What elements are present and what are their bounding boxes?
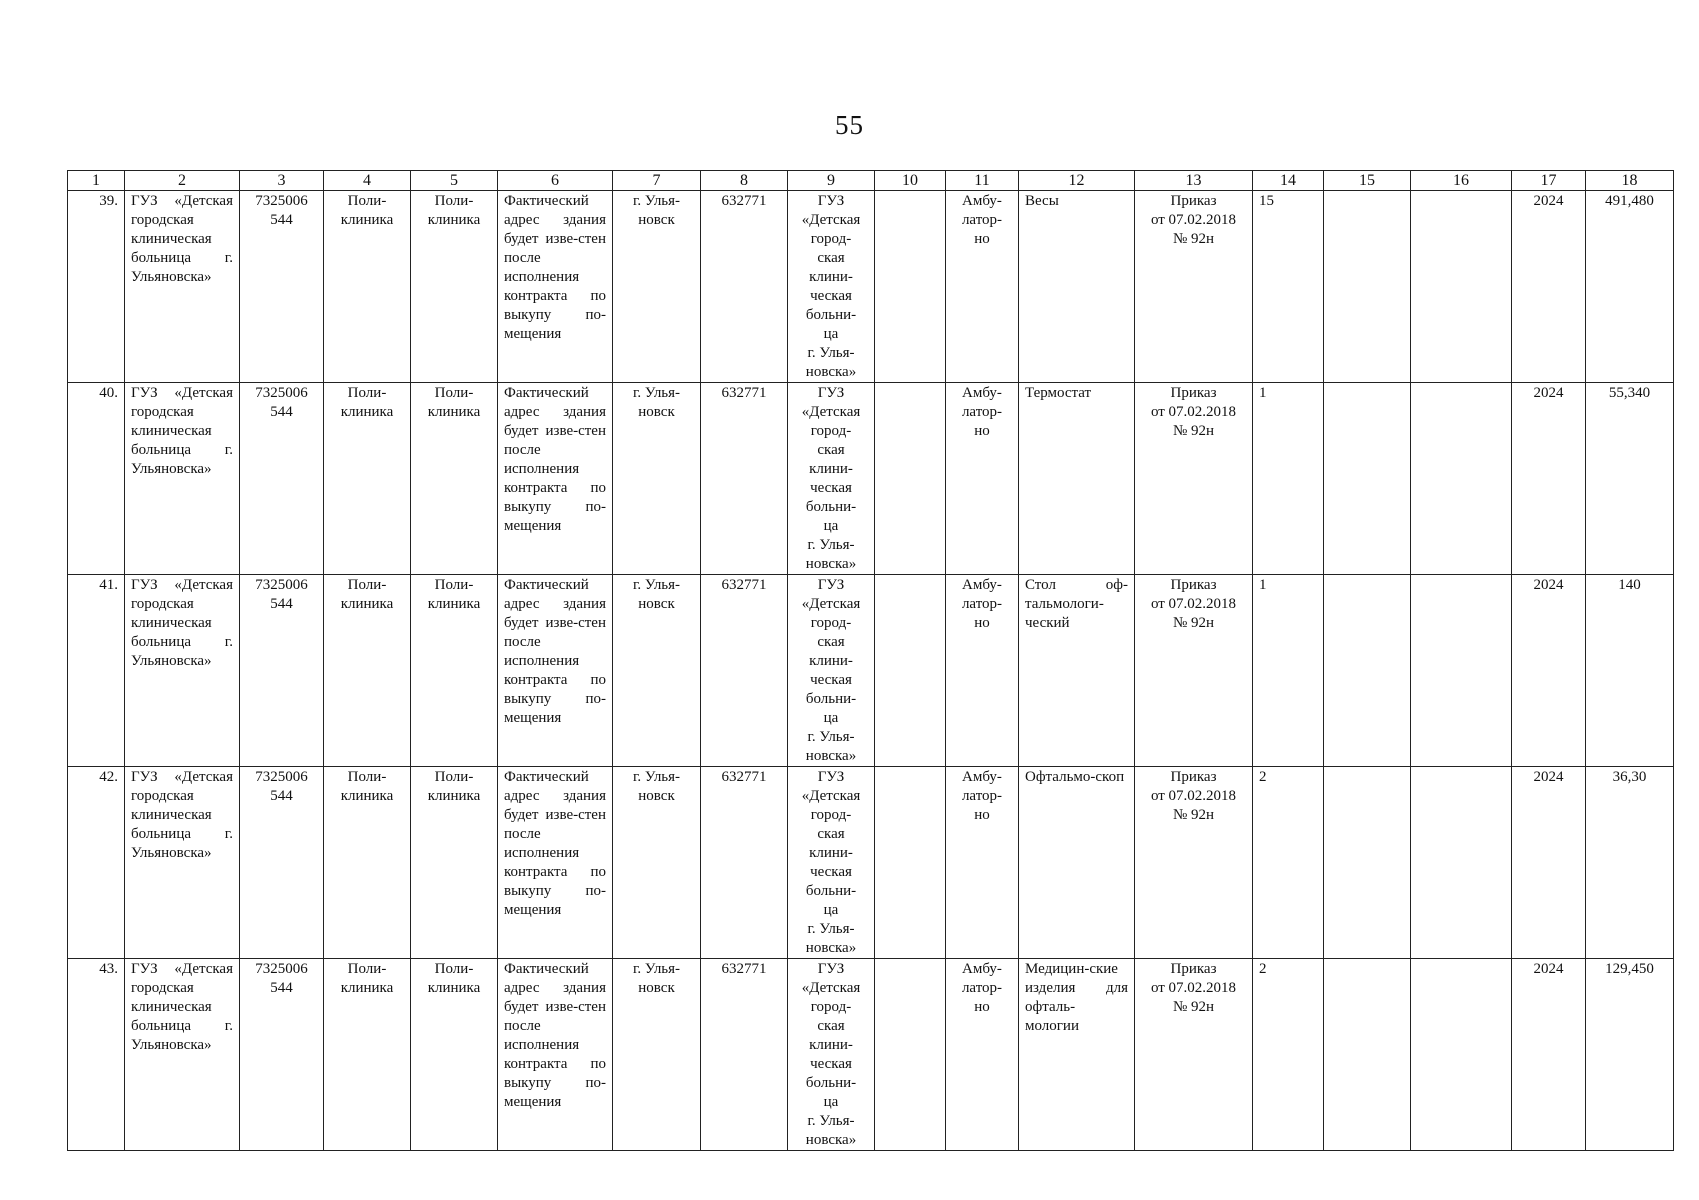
quantity-cell: 2 bbox=[1253, 767, 1324, 959]
page-number: 55 bbox=[835, 110, 864, 140]
order-reference-cell: Приказ от 07.02.2018 № 92н bbox=[1135, 383, 1253, 575]
column-number-cell: 1 bbox=[68, 171, 125, 191]
inn-cell: 7325006 544 bbox=[240, 383, 324, 575]
column-number-cell: 18 bbox=[1586, 171, 1674, 191]
care-type-cell: Амбу- латор- но bbox=[946, 383, 1019, 575]
table-row bbox=[68, 575, 1674, 767]
column-number-cell: 14 bbox=[1253, 171, 1324, 191]
address-cell: Фактический адрес здания будет изве-стен после исполнения контракта по выкупу по-мещения bbox=[498, 959, 613, 1151]
column-number-cell: 13 bbox=[1135, 171, 1253, 191]
address-cell: Фактический адрес здания будет изве-стен после исполнения контракта по выкупу по-мещения bbox=[498, 767, 613, 959]
organization-cell: ГУЗ «Детская городская клиническая больница г. Ульяновска» bbox=[125, 767, 240, 959]
care-type-cell: Амбу- латор- но bbox=[946, 767, 1019, 959]
column-number-cell: 2 bbox=[125, 171, 240, 191]
year-cell: 2024 bbox=[1512, 575, 1586, 767]
equipment-name-cell: Медицин-ские изделия для офталь-мологии bbox=[1019, 959, 1135, 1151]
column-number-cell: 11 bbox=[946, 171, 1019, 191]
amount-cell: 55,340 bbox=[1586, 383, 1674, 575]
organization-cell: ГУЗ «Детская городская клиническая больница г. Ульяновска» bbox=[125, 959, 240, 1151]
column-number-cell: 12 bbox=[1019, 171, 1135, 191]
column-number-cell: 8 bbox=[701, 171, 788, 191]
empty-cell-15 bbox=[1324, 191, 1411, 383]
equipment-name-cell: Весы bbox=[1019, 191, 1135, 383]
empty-cell-16 bbox=[1411, 959, 1512, 1151]
empty-cell-16 bbox=[1411, 575, 1512, 767]
equipment-name-cell: Стол оф-тальмологи-ческий bbox=[1019, 575, 1135, 767]
city-cell: г. Улья- новск bbox=[613, 767, 701, 959]
amount-cell: 140 bbox=[1586, 575, 1674, 767]
empty-cell-16 bbox=[1411, 191, 1512, 383]
facility-type-cell: Поли- клиника bbox=[324, 191, 411, 383]
order-reference-cell: Приказ от 07.02.2018 № 92н bbox=[1135, 959, 1253, 1151]
facility-type-cell: Поли- клиника bbox=[324, 767, 411, 959]
amount-cell: 129,450 bbox=[1586, 959, 1674, 1151]
empty-cell-16 bbox=[1411, 383, 1512, 575]
empty-cell-15 bbox=[1324, 767, 1411, 959]
address-cell: Фактический адрес здания будет изве-стен после исполнения контракта по выкупу по-мещения bbox=[498, 383, 613, 575]
row-number-cell: 41. bbox=[68, 575, 125, 767]
care-type-cell: Амбу- латор- но bbox=[946, 959, 1019, 1151]
column-number-cell: 7 bbox=[613, 171, 701, 191]
row-number-cell: 42. bbox=[68, 767, 125, 959]
facility-subtype-cell: Поли- клиника bbox=[411, 575, 498, 767]
code-cell: 632771 bbox=[701, 959, 788, 1151]
holder-cell: ГУЗ «Детская город- ская клини- ческая больни- ца г. Улья- новска» bbox=[788, 191, 875, 383]
organization-cell: ГУЗ «Детская городская клиническая больница г. Ульяновска» bbox=[125, 383, 240, 575]
empty-cell-10 bbox=[875, 959, 946, 1151]
column-number-cell: 15 bbox=[1324, 171, 1411, 191]
quantity-cell: 2 bbox=[1253, 959, 1324, 1151]
facility-type-cell: Поли- клиника bbox=[324, 383, 411, 575]
equipment-name-cell: Офтальмо-скоп bbox=[1019, 767, 1135, 959]
code-cell: 632771 bbox=[701, 383, 788, 575]
column-number-cell: 5 bbox=[411, 171, 498, 191]
facility-subtype-cell: Поли- клиника bbox=[411, 383, 498, 575]
inn-cell: 7325006 544 bbox=[240, 191, 324, 383]
row-number-cell: 40. bbox=[68, 383, 125, 575]
table-row bbox=[68, 191, 1674, 383]
city-cell: г. Улья- новск bbox=[613, 191, 701, 383]
inn-cell: 7325006 544 bbox=[240, 767, 324, 959]
equipment-name-cell: Термостат bbox=[1019, 383, 1135, 575]
column-number-cell: 10 bbox=[875, 171, 946, 191]
column-number-cell: 9 bbox=[788, 171, 875, 191]
care-type-cell: Амбу- латор- но bbox=[946, 191, 1019, 383]
city-cell: г. Улья- новск bbox=[613, 575, 701, 767]
holder-cell: ГУЗ «Детская город- ская клини- ческая больни- ца г. Улья- новска» bbox=[788, 575, 875, 767]
empty-cell-10 bbox=[875, 575, 946, 767]
empty-cell-15 bbox=[1324, 959, 1411, 1151]
year-cell: 2024 bbox=[1512, 767, 1586, 959]
empty-cell-10 bbox=[875, 191, 946, 383]
column-number-cell: 6 bbox=[498, 171, 613, 191]
city-cell: г. Улья- новск bbox=[613, 959, 701, 1151]
table-row bbox=[68, 767, 1674, 959]
table-row bbox=[68, 959, 1674, 1151]
code-cell: 632771 bbox=[701, 191, 788, 383]
row-number-cell: 43. bbox=[68, 959, 125, 1151]
empty-cell-15 bbox=[1324, 575, 1411, 767]
quantity-cell: 15 bbox=[1253, 191, 1324, 383]
amount-cell: 491,480 bbox=[1586, 191, 1674, 383]
empty-cell-10 bbox=[875, 767, 946, 959]
column-number-cell: 3 bbox=[240, 171, 324, 191]
holder-cell: ГУЗ «Детская город- ская клини- ческая больни- ца г. Улья- новска» bbox=[788, 383, 875, 575]
organization-cell: ГУЗ «Детская городская клиническая больница г. Ульяновска» bbox=[125, 191, 240, 383]
address-cell: Фактический адрес здания будет изве-стен после исполнения контракта по выкупу по-мещения bbox=[498, 191, 613, 383]
facility-type-cell: Поли- клиника bbox=[324, 575, 411, 767]
column-number-cell: 17 bbox=[1512, 171, 1586, 191]
order-reference-cell: Приказ от 07.02.2018 № 92н bbox=[1135, 575, 1253, 767]
year-cell: 2024 bbox=[1512, 383, 1586, 575]
address-cell: Фактический адрес здания будет изве-стен после исполнения контракта по выкупу по-мещения bbox=[498, 575, 613, 767]
equipment-registry-table bbox=[67, 170, 1674, 1151]
empty-cell-10 bbox=[875, 383, 946, 575]
care-type-cell: Амбу- латор- но bbox=[946, 575, 1019, 767]
holder-cell: ГУЗ «Детская город- ская клини- ческая больни- ца г. Улья- новска» bbox=[788, 959, 875, 1151]
code-cell: 632771 bbox=[701, 575, 788, 767]
facility-subtype-cell: Поли- клиника bbox=[411, 767, 498, 959]
row-number-cell: 39. bbox=[68, 191, 125, 383]
facility-subtype-cell: Поли- клиника bbox=[411, 191, 498, 383]
holder-cell: ГУЗ «Детская город- ская клини- ческая больни- ца г. Улья- новска» bbox=[788, 767, 875, 959]
table-row bbox=[68, 383, 1674, 575]
year-cell: 2024 bbox=[1512, 191, 1586, 383]
column-number-row bbox=[68, 171, 1674, 191]
quantity-cell: 1 bbox=[1253, 383, 1324, 575]
empty-cell-16 bbox=[1411, 767, 1512, 959]
column-number-cell: 4 bbox=[324, 171, 411, 191]
code-cell: 632771 bbox=[701, 767, 788, 959]
inn-cell: 7325006 544 bbox=[240, 959, 324, 1151]
organization-cell: ГУЗ «Детская городская клиническая больница г. Ульяновска» bbox=[125, 575, 240, 767]
city-cell: г. Улья- новск bbox=[613, 383, 701, 575]
order-reference-cell: Приказ от 07.02.2018 № 92н bbox=[1135, 767, 1253, 959]
facility-type-cell: Поли- клиника bbox=[324, 959, 411, 1151]
order-reference-cell: Приказ от 07.02.2018 № 92н bbox=[1135, 191, 1253, 383]
empty-cell-15 bbox=[1324, 383, 1411, 575]
year-cell: 2024 bbox=[1512, 959, 1586, 1151]
quantity-cell: 1 bbox=[1253, 575, 1324, 767]
facility-subtype-cell: Поли- клиника bbox=[411, 959, 498, 1151]
inn-cell: 7325006 544 bbox=[240, 575, 324, 767]
column-number-cell: 16 bbox=[1411, 171, 1512, 191]
amount-cell: 36,30 bbox=[1586, 767, 1674, 959]
